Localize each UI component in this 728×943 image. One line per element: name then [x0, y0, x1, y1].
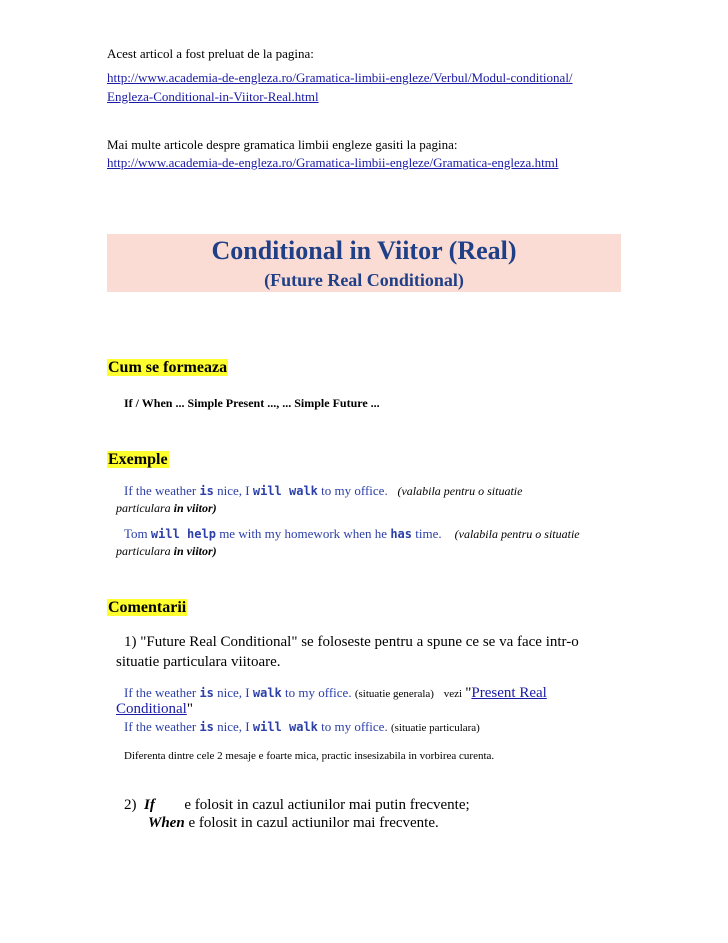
source-url-line2[interactable]: Engleza-Conditional-in-Viitor-Real.html: [107, 89, 319, 104]
page-title: Conditional in Viitor (Real): [211, 236, 517, 265]
comment-example-general: If the weather is nice, I walk to my office. (situatie generala) vezi "Present Real: [124, 685, 547, 701]
example-1-note: particulara in viitor): [116, 501, 217, 515]
present-real-conditional-link[interactable]: Present Real: [471, 685, 547, 701]
comment-1-line2: situatie particulara viitoare.: [116, 654, 281, 670]
comment-2-when: When e folosit in cazul actiunilor mai frecvente.: [148, 815, 439, 831]
source-link-cont[interactable]: [107, 88, 319, 106]
title-banner: [107, 234, 621, 292]
formation-formula: If / When ... Simple Present ..., ... Simple Future ...: [124, 396, 380, 410]
source-link[interactable]: [107, 69, 573, 87]
more-articles-url[interactable]: http://www.academia-de-engleza.ro/Gramatica-limbii-engleze/Gramatica-engleza.html: [107, 155, 559, 170]
more-articles-link[interactable]: [107, 154, 558, 172]
comment-example-particular: If the weather is nice, I will walk to my office. (situatie particulara): [124, 719, 480, 734]
example-1: If the weather is nice, I will walk to my office. (valabila pentru o situatie: [124, 483, 523, 498]
examples-heading: Exemple: [108, 451, 168, 468]
source-intro: Acest articol a fost preluat de la pagina:: [107, 46, 314, 61]
comments-heading: Comentarii: [108, 599, 187, 616]
source-url-line1[interactable]: http://www.academia-de-engleza.ro/Gramatica-limbii-engleze/Verbul/Modul-conditional/: [107, 70, 573, 85]
more-articles-text: Mai multe articole despre gramatica limbii engleze gasiti la pagina:: [107, 137, 458, 152]
example-2-note: particulara in viitor): [116, 544, 217, 558]
difference-note: Diferenta dintre cele 2 mesaje e foarte mica, practic insesizabila in vorbirea curenta.: [124, 750, 495, 762]
page-subtitle: (Future Real Conditional): [264, 270, 464, 290]
comment-2-if: 2) If e folosit in cazul actiunilor mai putin frecvente;: [124, 797, 470, 813]
comment-1-line1: 1) "Future Real Conditional" se foloseste pentru a spune ce se va face intr-o: [124, 634, 579, 650]
present-real-conditional-link-cont[interactable]: Conditional": [116, 701, 193, 717]
example-2: Tom will help me with my homework when he has time. (valabila pentru o situatie: [124, 526, 580, 541]
formation-heading: Cum se formeaza: [108, 359, 228, 376]
